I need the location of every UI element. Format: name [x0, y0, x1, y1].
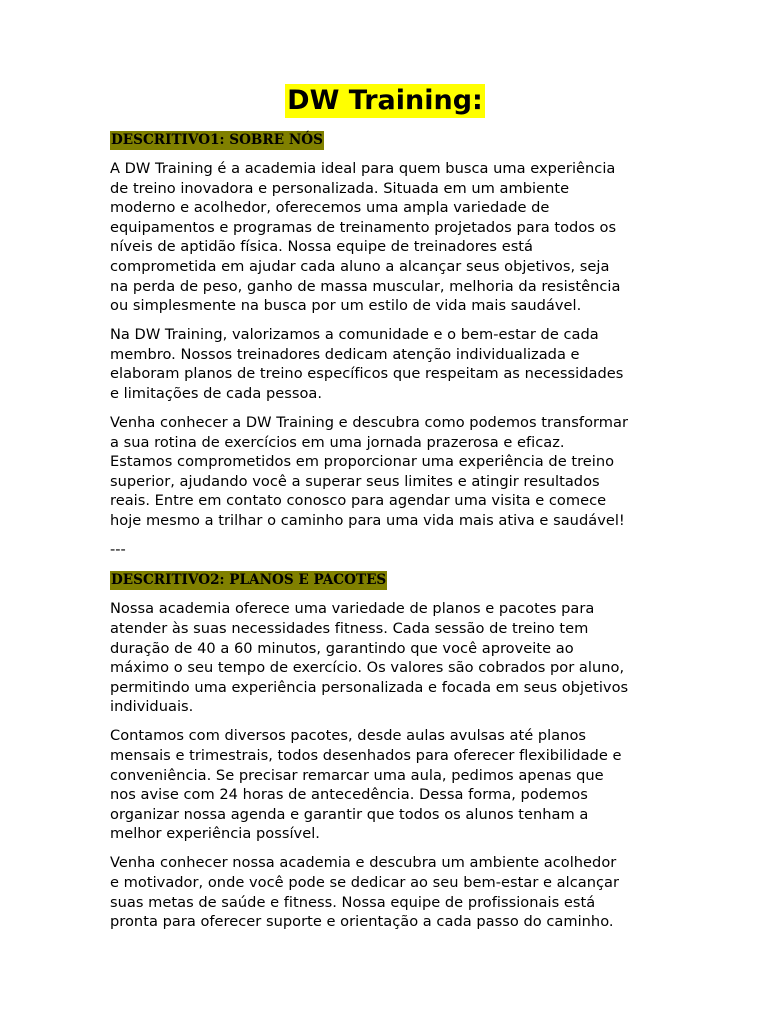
section2-heading: DESCRITIVO2: PLANOS E PACOTES [111, 572, 387, 589]
text-line: ou simplesmente na busca por um estilo de vida mais saudável. [110, 297, 582, 315]
text-line: e limitações de cada pessoa. [110, 384, 323, 402]
text-line: de treino inovadora e personalizada. Situada em um ambiente [110, 179, 570, 197]
text-line: e motivador, onde você pode se dedicar ao seu bem-estar e alcançar [110, 873, 620, 891]
text-line: duração de 40 a 60 minutos, garantindo que você aproveite ao [110, 639, 574, 657]
section-separator: --- [110, 540, 126, 558]
text-line: pronta para oferecer suporte e orientação a cada passo do caminho. [110, 913, 614, 931]
text-line: membro. Nossos treinadores dedicam atenção individualizada e [110, 345, 580, 363]
text-line: Estamos comprometidos em proporcionar uma experiência de treino [110, 453, 615, 471]
section2-paragraph-3 [110, 853, 660, 931]
text-line: equipamentos e programas de treinamento projetados para todos os [110, 218, 617, 236]
text-line: individuais. [110, 698, 194, 716]
text-line: atender às suas necessidades fitness. Cada sessão de treino tem [110, 620, 589, 638]
text-line: Na DW Training, valorizamos a comunidade e o bem-estar de cada [110, 326, 599, 344]
section1-heading-line [110, 129, 660, 149]
section2-paragraph-2 [110, 726, 660, 844]
text-line: Venha conhecer a DW Training e descubra como podemos transformar [110, 413, 628, 431]
title-container [110, 84, 660, 120]
text-line: a sua rotina de exercícios em uma jornada prazerosa e eficaz. [110, 433, 565, 451]
text-line: conveniência. Se precisar remarcar uma aula, pedimos apenas que [110, 766, 604, 784]
text-line: moderno e acolhedor, oferecemos uma ampla variedade de [110, 199, 550, 217]
text-line: organizar nossa agenda e garantir que todos os alunos tenham a [110, 805, 589, 823]
section1-paragraph-1 [110, 159, 660, 316]
section2-heading-line [110, 569, 660, 589]
section2-paragraph-1 [110, 599, 660, 717]
section1-paragraph-2 [110, 325, 660, 403]
text-line: mensais e trimestrais, todos desenhados para oferecer flexibilidade e [110, 747, 622, 764]
text-line: comprometida em ajudar cada aluno a alcançar seus objetivos, seja [110, 257, 610, 275]
text-line: máximo o seu tempo de exercício. Os valores são cobrados por aluno, [110, 659, 625, 677]
text-line: superior, ajudando você a superar seus limites e atingir resultados [110, 472, 600, 490]
section1-paragraph-3 [110, 413, 660, 531]
text-line: níveis de aptidão física. Nossa equipe de treinadores está [110, 238, 534, 256]
text-line: permitindo uma experiência personalizada e focada em seus objetivos [110, 678, 629, 696]
text-line: na perda de peso, ganho de massa muscular, melhoria da resistência [110, 277, 621, 295]
text-line: suas metas de saúde e fitness. Nossa equipe de profissionais está [110, 893, 596, 911]
text-line: elaboram planos de treino específicos que respeitam as necessidades [110, 365, 624, 383]
text-line: hoje mesmo a trilhar o caminho para uma vida mais ativa e saudável! [110, 511, 625, 529]
text-line: Nossa academia oferece uma variedade de planos e pacotes para [110, 600, 595, 618]
text-line: reais. Entre em contato conosco para agendar uma visita e comece [110, 492, 607, 510]
document-title: DW Training: [287, 85, 483, 116]
document-page [110, 84, 660, 941]
text-line: Contamos com diversos pacotes, desde aulas avulsas até planos [110, 727, 587, 745]
text-line: A DW Training é a academia ideal para quem busca uma experiência [110, 160, 616, 177]
text-line: nos avise com 24 horas de antecedência. Dessa forma, podemos [110, 786, 588, 804]
text-line: Venha conhecer nossa academia e descubra um ambiente acolhedor [110, 854, 617, 872]
text-line: melhor experiência possível. [110, 825, 320, 843]
section1-heading: DESCRITIVO1: SOBRE NÓS [111, 132, 323, 148]
